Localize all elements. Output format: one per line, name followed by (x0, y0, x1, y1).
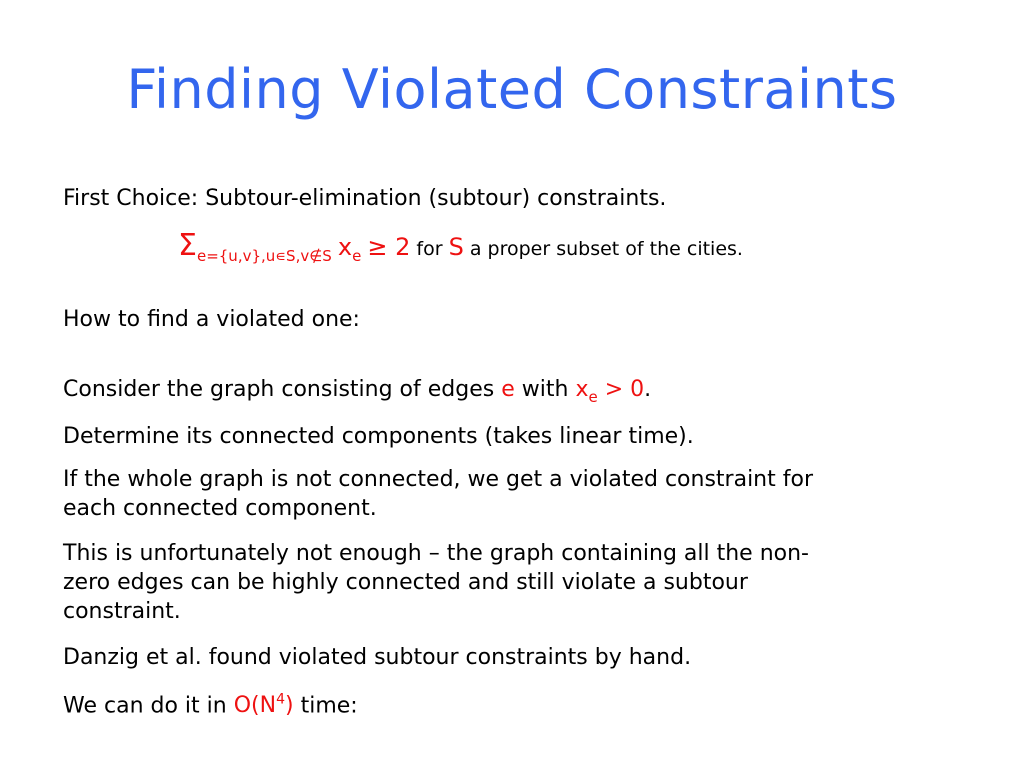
determine-line: Determine its connected components (takes linear time). (63, 424, 694, 449)
greater-zero: > 0 (604, 377, 645, 402)
whole-graph-line-2: each connected component. (63, 496, 377, 521)
close-paren: ) (285, 693, 294, 719)
consider-line (63, 375, 963, 412)
sigma-symbol: Σ (178, 228, 197, 263)
first-choice-line: First Choice: Subtour-elimination (subtour) constraints. (63, 186, 667, 211)
x-subscript: e (352, 247, 362, 265)
unfortunately-line-3: constraint. (63, 599, 181, 624)
x-variable: x (337, 233, 353, 261)
x-subscript: e (588, 388, 598, 406)
how-to-line: How to find a violated one: (63, 307, 360, 332)
unfortunately-line-2: zero edges can be highly connected and still violate a subtour (63, 570, 748, 595)
with-word: with (521, 377, 569, 402)
exponent: 4 (276, 692, 285, 708)
x-e-term (575, 377, 645, 406)
we-can-line (63, 686, 963, 720)
time-word: time: (300, 693, 358, 719)
edge-e: e (501, 377, 515, 402)
consider-text: Consider the graph consisting of edges (63, 377, 495, 402)
x-variable: x (575, 377, 589, 402)
big-o: O(N (233, 693, 277, 719)
period: . (644, 377, 652, 402)
whole-graph-line-1: If the whole graph is not connected, we get a violated constraint for (63, 467, 813, 492)
set-s: S (448, 233, 464, 261)
complexity (234, 693, 294, 718)
unfortunately-line-1: This is unfortunately not enough – the graph containing all the non- (63, 541, 809, 566)
subtour-formula (178, 228, 743, 265)
we-can-text: We can do it in (63, 693, 227, 719)
formula-rest: a proper subset of the cities. (469, 238, 743, 260)
for-word: for (416, 238, 443, 260)
danzig-line: Danzig et al. found violated subtour constraints by hand. (63, 645, 692, 670)
sigma-subscript: e={u,v},u∊S,v∉S (196, 247, 332, 265)
slide-title: Finding Violated Constraints (126, 58, 898, 121)
relation: ≥ 2 (367, 233, 411, 261)
